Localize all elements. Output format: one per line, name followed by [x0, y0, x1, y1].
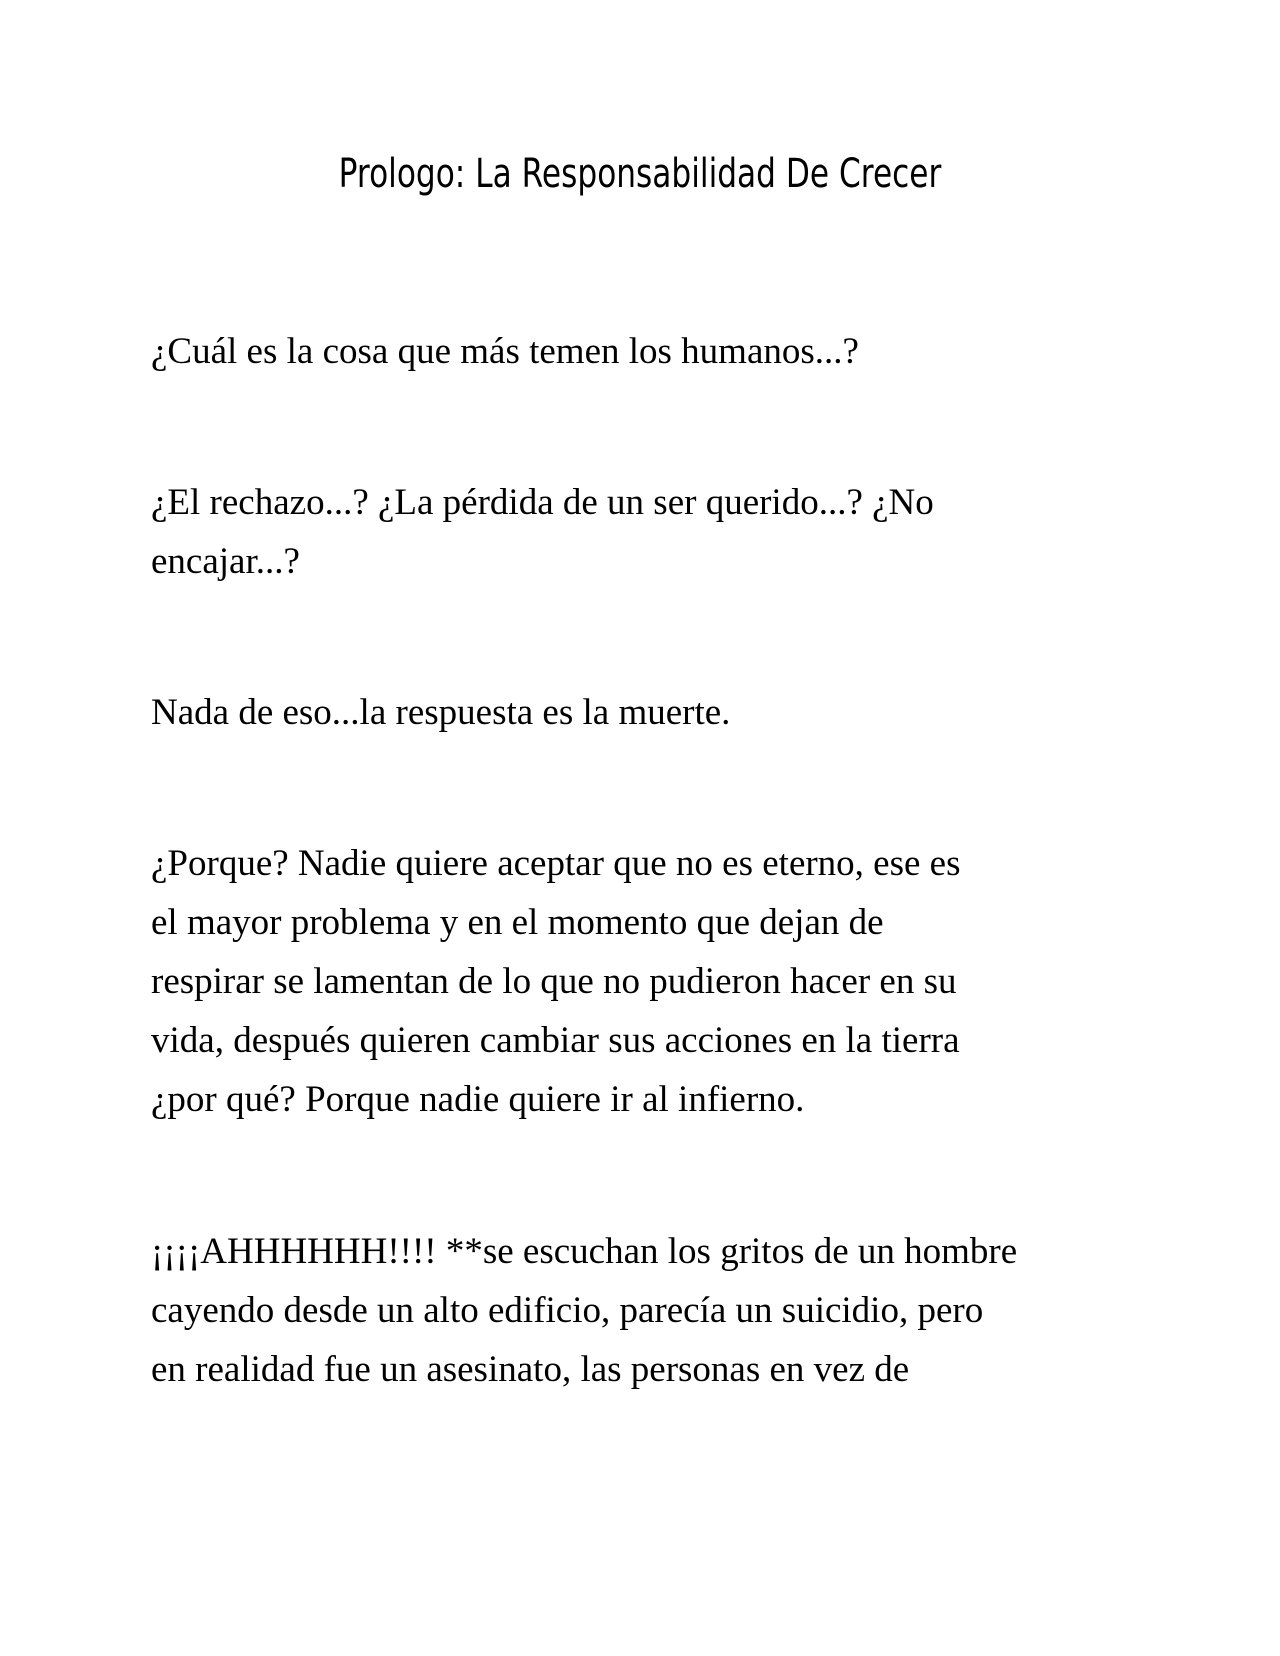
paragraph-line: vida, después quieren cambiar sus acciones en la tierra [151, 1020, 960, 1061]
paragraph-4 [151, 834, 1151, 1129]
paragraph-line: ¿Cuál es la cosa que más temen los humanos...? [151, 331, 859, 372]
paragraph-line: el mayor problema y en el momento que dejan de [151, 902, 884, 943]
paragraph-line: Nada de eso...la respuesta es la muerte. [151, 692, 731, 733]
paragraph-line: encajar...? [151, 541, 300, 582]
chapter-title: Prologo: La Responsabilidad De Crecer [338, 151, 942, 197]
paragraph-1 [151, 322, 1151, 381]
paragraph-line: ¿por qué? Porque nadie quiere ir al infierno. [151, 1079, 805, 1120]
paragraph-2 [151, 473, 1151, 591]
paragraph-3 [151, 683, 1151, 742]
paragraph-line: ¿El rechazo...? ¿La pérdida de un ser querido...? ¿No [151, 482, 934, 523]
paragraph-line: ¡¡¡¡AHHHHHH!!!! **se escuchan los gritos de un hombre [151, 1231, 1018, 1272]
paragraph-line: en realidad fue un asesinato, las personas en vez de [151, 1349, 910, 1390]
paragraph-line: ¿Porque? Nadie quiere aceptar que no es eterno, ese es [151, 843, 961, 884]
paragraph-line: respirar se lamentan de lo que no pudieron hacer en su [151, 961, 957, 1002]
paragraph-line: cayendo desde un alto edificio, parecía un suicidio, pero [151, 1290, 984, 1331]
paragraph-5 [151, 1222, 1151, 1399]
